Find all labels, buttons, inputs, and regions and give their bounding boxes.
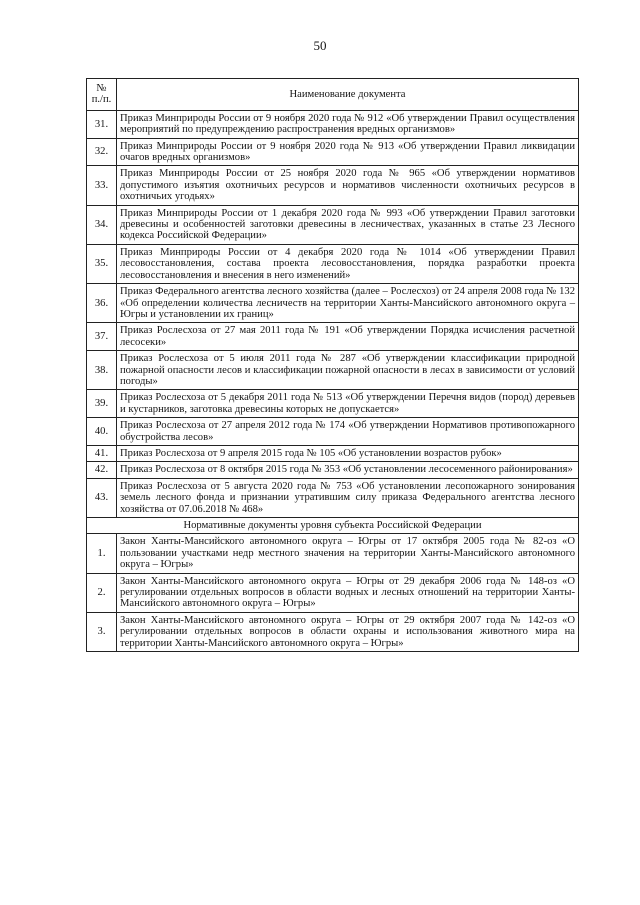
row-number: 39. (87, 390, 117, 418)
row-number: 41. (87, 445, 117, 461)
table-row (87, 612, 579, 651)
row-number: 34. (87, 205, 117, 244)
table-row (87, 138, 579, 166)
page-number: 50 (313, 38, 327, 53)
table-row (87, 110, 579, 138)
document-name: Приказ Минприроды России от 9 ноября 2020 года № 913 «Об утверждении Правил ликвидации очагов вредных организмов» (117, 138, 579, 166)
row-number: 31. (87, 110, 117, 138)
document-name: Приказ Рослесхоза от 27 апреля 2012 года № 174 «Об утверждении Нормативов противопожарного обустройства лесов» (117, 418, 579, 446)
table-row (87, 351, 579, 390)
document-name: Приказ Рослесхоза от 9 апреля 2015 года № 105 «Об установлении возрастов рубок» (117, 445, 579, 461)
table-row (87, 166, 579, 205)
table-row (87, 244, 579, 283)
section-row (87, 518, 579, 534)
document-name: Приказ Минприроды России от 9 ноября 2020 года № 912 «Об утверждении Правил осуществления мероприятий по предупреждению распространения вредных организмов» (117, 110, 579, 138)
row-number: 32. (87, 138, 117, 166)
document-name: Приказ Рослесхоза от 8 октября 2015 года № 353 «Об установлении лесосеменного районирования» (117, 462, 579, 478)
row-number: 43. (87, 478, 117, 517)
section-title: Нормативные документы уровня субъекта Российской Федерации (87, 518, 579, 534)
row-number: 36. (87, 284, 117, 323)
document-name: Закон Ханты-Мансийского автономного округа – Югры от 29 октября 2007 года № 142-оз «О регулировании отдельных вопросов в области охраны и использования животного мира на территории Ханты-Мансийского автономного округа – Югры» (117, 612, 579, 651)
table-header-row (87, 79, 579, 111)
document-name: Приказ Минприроды России от 25 ноября 2020 года № 965 «Об утверждении нормативов допустимого изъятия охотничьих ресурсов и нормативов численности охотничьих ресурсов в охотничьих угодьях» (117, 166, 579, 205)
row-number: 35. (87, 244, 117, 283)
table-row (87, 390, 579, 418)
row-number: 38. (87, 351, 117, 390)
table-row (87, 205, 579, 244)
table-row (87, 284, 579, 323)
regional-documents (87, 534, 579, 652)
document-name: Закон Ханты-Мансийского автономного округа – Югры от 29 декабря 2006 года № 148-оз «О регулировании отдельных вопросов в области водных и лесных отношений на территории Ханты-Мансийского автономного округа – Югры» (117, 573, 579, 612)
document-name: Приказ Минприроды России от 1 декабря 2020 года № 993 «Об утверждении Правил заготовки древесины и особенностей заготовки древесины в лесничествах, указанных в статье 23 Лесного кодекса Российской Федерации» (117, 205, 579, 244)
row-number: 37. (87, 323, 117, 351)
row-number: 2. (87, 573, 117, 612)
federal-documents (87, 110, 579, 517)
row-number: 42. (87, 462, 117, 478)
header-name: Наименование документа (117, 79, 579, 111)
document-name: Приказ Рослесхоза от 27 мая 2011 года № 191 «Об утверждении Порядка исчисления расчетной лесосеки» (117, 323, 579, 351)
table-row (87, 445, 579, 461)
table-row (87, 462, 579, 478)
table-row (87, 534, 579, 573)
document-name: Приказ Федерального агентства лесного хозяйства (далее – Рослесхоз) от 24 апреля 2008 года № 132 «Об определении количества лесничеств на территории Ханты-Мансийского автономного округа – Югры и установлении их границ» (117, 284, 579, 323)
documents-table (86, 78, 579, 652)
document-name: Приказ Минприроды России от 4 декабря 2020 года № 1014 «Об утверждении Правил лесовосстановления, состава проекта лесовосстановления, порядка разработки проекта лесовосстановления и внесения в него изменений» (117, 244, 579, 283)
document-name: Приказ Рослесхоза от 5 декабря 2011 года № 513 «Об утверждении Перечня видов (пород) деревьев и кустарников, заготовка древесины которых не допускается» (117, 390, 579, 418)
document-name: Закон Ханты-Мансийского автономного округа – Югры от 17 октября 2005 года № 82-оз «О пользовании участками недр местного значения на территории Ханты-Мансийского автономного округа – Югры» (117, 534, 579, 573)
table-row (87, 418, 579, 446)
document-name: Приказ Рослесхоза от 5 июля 2011 года № 287 «Об утверждении классификации природной пожарной опасности лесов и классификации пожарной опасности в лесах в зависимости от условий погоды» (117, 351, 579, 390)
row-number: 33. (87, 166, 117, 205)
row-number: 1. (87, 534, 117, 573)
document-name: Приказ Рослесхоза от 5 августа 2020 года № 753 «Об установлении лесопожарного зонирования земель лесного фонда и признании утратившим силу приказа Федерального агентства лесного хозяйства от 07.06.2018 № 468» (117, 478, 579, 517)
table-row (87, 573, 579, 612)
header-num: № п./п. (87, 79, 117, 111)
row-number: 3. (87, 612, 117, 651)
table-row (87, 478, 579, 517)
table-row (87, 323, 579, 351)
row-number: 40. (87, 418, 117, 446)
